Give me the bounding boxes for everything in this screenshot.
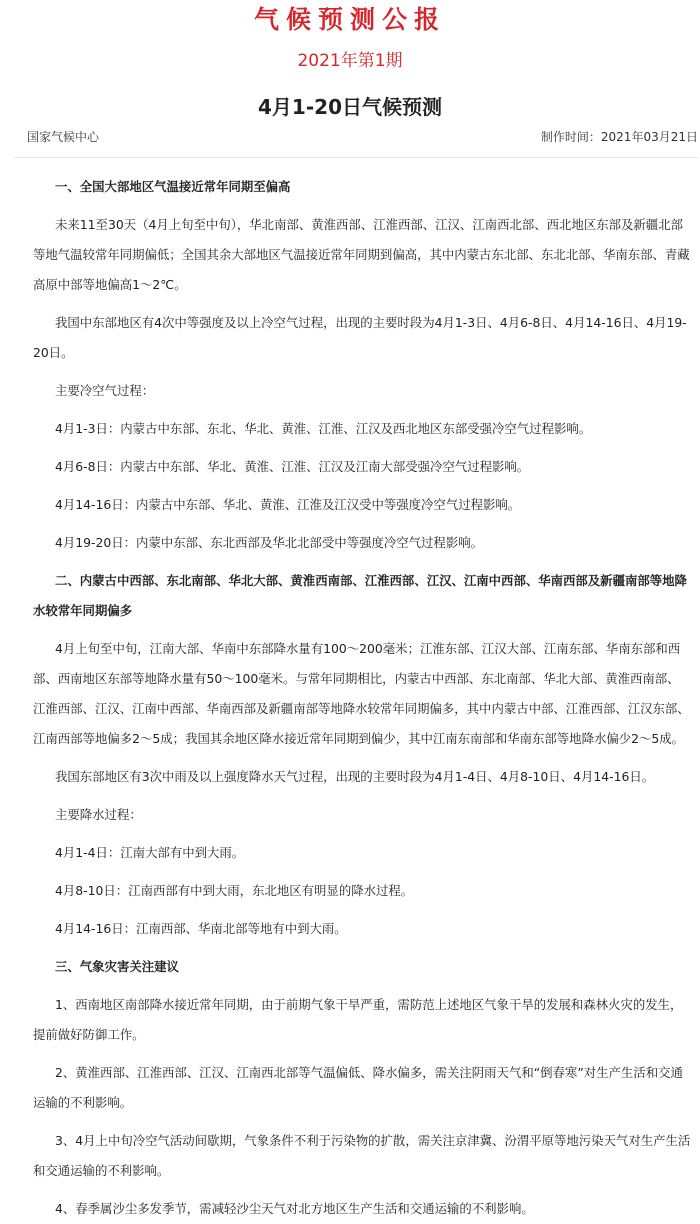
section-heading-disaster-advice: 三、气象灾害关注建议 [55,959,179,974]
paragraph: 我国中东部地区有4次中等强度及以上冷空气过程，出现的主要时段为4月1-3日、4月6-8日、4月14-16日、4月19-20日。 [33,315,687,360]
paragraph: 3、4月上中旬冷空气活动间歇期，气象条件不利于污染物的扩散，需关注京津冀、汾渭平原等地污染天气对生产生活和交通运输的不利影响。 [33,1133,691,1178]
list-item: 4月19-20日：内蒙中东部、东北西部及华北北部受中等强度冷空气过程影响。 [55,535,483,550]
list-item: 4月14-16日：内蒙古中东部、华北、黄淮、江淮及江汉受中等强度冷空气过程影响。 [55,497,521,512]
issue-number: 2021年第1期 [297,51,403,71]
forecast-subtitle: 4月1-20日气候预测 [258,95,442,119]
paragraph: 4月上旬至中旬，江南大部、华南中东部降水量有100～200毫米；江淮东部、江汉大部、江南东部、华南东部和西部、西南地区东部等地降水量有50～100毫米。与常年同期相比，内蒙古中西部、东北南部、华北大部、黄淮西南部、江淮西部、江汉、江南中西部、华南西部及新疆南部等地降水较常年同期偏多，其中内蒙古中部、江淮西部、江汉东部、江南西部等地偏多2～5成；我国其余地区降水接近常年同期到偏少，其中江南东南部和华南东部等地降水偏少2～5成。 [33,641,690,746]
publisher: 国家气候中心 [27,130,100,144]
list-item: 4月1-3日：内蒙古中东部、东北、华北、黄淮、江淮、江汉及西北地区东部受强冷空气过程影响。 [55,421,592,436]
paragraph: 2、黄淮西部、江淮西部、江汉、江南西北部等气温偏低、降水偏多，需关注阴雨天气和“倒春寒”对生产生活和交通运输的不利影响。 [33,1065,683,1110]
list-label: 主要冷空气过程： [55,383,155,398]
list-item: 4月8-10日：江南西部有中到大雨，东北地区有明显的降水过程。 [55,883,414,898]
list-item: 4月6-8日：内蒙古中东部、华北、黄淮、江淮、江汉及江南大部受强冷空气过程影响。 [55,459,530,474]
produced-time: 制作时间：2021年03月21日 [540,130,698,144]
list-label: 主要降水过程： [55,807,142,822]
header-divider [14,157,698,158]
section-heading-precipitation: 二、内蒙古中西部、东北南部、华北大部、黄淮西南部、江淮西部、江汉、江南中西部、华南西部及新疆南部等地降水较常年同期偏多 [33,573,687,618]
bulletin-title: 气候预测公报 [253,5,446,34]
paragraph: 4、春季属沙尘多发季节，需减轻沙尘天气对北方地区生产生活和交通运输的不利影响。 [55,1201,534,1216]
bulletin-body [33,172,691,1224]
paragraph: 1、西南地区南部降水接近常年同期，由于前期气象干旱严重，需防范上述地区气象干旱的发展和森林火灾的发生，提前做好防御工作。 [33,997,683,1042]
list-item: 4月1-4日：江南大部有中到大雨。 [55,845,245,860]
paragraph: 我国东部地区有3次中雨及以上强度降水天气过程，出现的主要时段为4月1-4日、4月8-10日、4月14-16日。 [55,769,655,784]
paragraph: 未来11至30天（4月上旬至中旬），华北南部、黄淮西部、江淮西部、江汉、江南西北部、西北地区东部及新疆北部等地气温较常年同期偏低；全国其余大部地区气温接近常年同期到偏高，其中内蒙古东北部、东北北部、华南东部、青藏高原中部等地偏高1～2℃。 [33,217,690,292]
list-item: 4月14-16日：江南西部、华南北部等地有中到大雨。 [55,921,347,936]
section-heading-temperature: 一、全国大部地区气温接近常年同期至偏高 [55,179,291,194]
